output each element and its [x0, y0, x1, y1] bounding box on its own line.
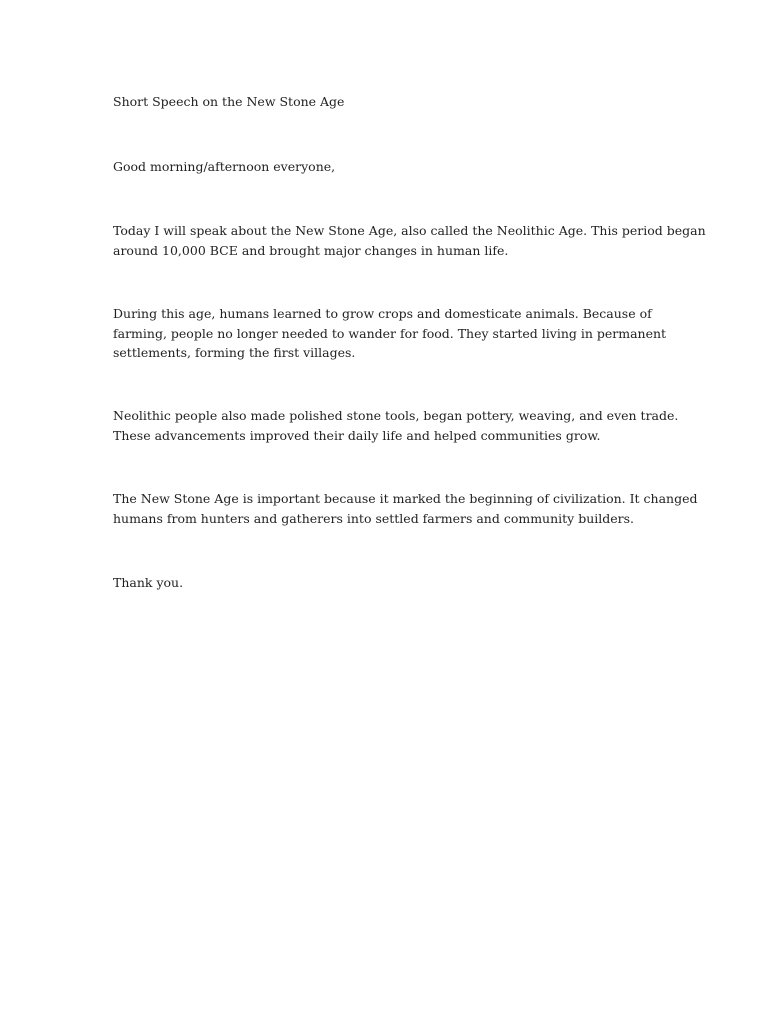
paragraph-line: During this age, humans learned to grow crops and domesticate animals. Because of [113, 306, 652, 321]
paragraph-importance [113, 489, 698, 528]
greeting-line: Good morning/afternoon everyone, [113, 159, 336, 174]
paragraph-line: The New Stone Age is important because it marked the beginning of civilization. It changed [113, 491, 698, 506]
paragraph-line: settlements, forming the first villages. [113, 345, 356, 360]
closing-line: Thank you. [113, 575, 184, 590]
paragraph-farming [113, 304, 673, 363]
paragraph-line: Today I will speak about the New Stone Age, also called the Neolithic Age. This period began [113, 223, 706, 238]
paragraph-line: around 10,000 BCE and brought major changes in human life. [113, 242, 509, 258]
paragraph-line: humans from hunters and gatherers into settled farmers and community builders. [113, 510, 635, 526]
paragraph-tools [113, 406, 679, 445]
document-title: Short Speech on the New Stone Age [113, 94, 345, 109]
paragraph-introduction [113, 221, 706, 260]
paragraph-line: Neolithic people also made polished stone tools, began pottery, weaving, and even trade. [113, 408, 679, 423]
paragraph-line: These advancements improved their daily life and helped communities grow. [113, 427, 601, 443]
paragraph-line: farming, people no longer needed to wander for food. They started living in permanent [113, 325, 667, 341]
